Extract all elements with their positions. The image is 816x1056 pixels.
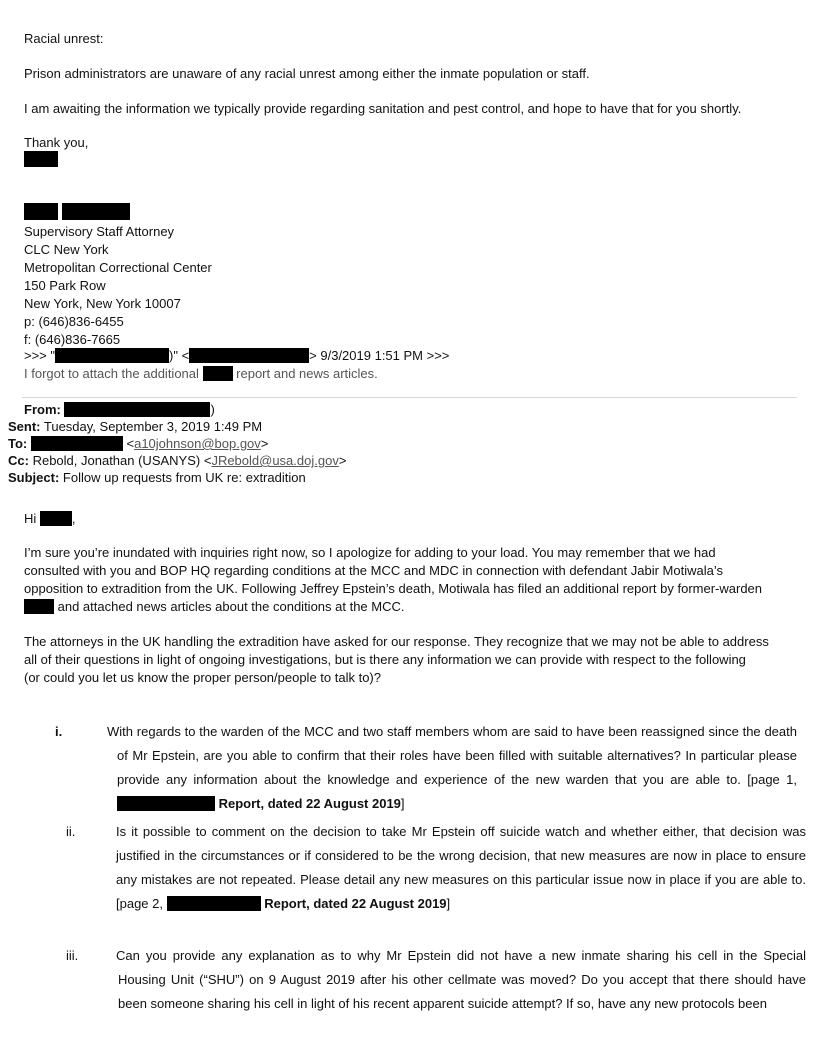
signature-title: Supervisory Staff Attorney (24, 224, 175, 239)
paragraph-1-line-3: opposition to extradition from the UK. Following Jeffrey Epstein’s death, Motiwala has filed an additional report by former-warden (24, 581, 763, 596)
paragraph-racial-unrest: Prison administrators are unaware of any racial unrest among either the inmate population or staff. (24, 66, 590, 81)
signature-street: 150 Park Row (24, 278, 106, 293)
list-item: ii. Is it possible to comment on the decision to take Mr Epstein off suicide watch and whether either, that decision was justified in the circumstances or if considered to be the wrong decision, that new measures are now in place to ensure any mistakes are not repeated. Please detail any new measures on this particular issue now in place if you are able to. [page 2, Report, dated 22 August 2019] (66, 824, 806, 911)
greeting: Hi , (24, 511, 76, 526)
redaction-warden (24, 599, 54, 614)
cc-email-link[interactable]: JRebold@usa.doj.gov (211, 453, 339, 468)
redaction-sender-name (55, 348, 169, 363)
signature-city: New York, New York 10007 (24, 296, 181, 311)
closing-thanks: Thank you, (24, 135, 89, 150)
redaction-report-name (167, 896, 261, 911)
signature-org: CLC New York (24, 242, 109, 257)
redaction-from (64, 402, 210, 417)
quoted-header: >>> " )" < > 9/3/2019 1:51 PM >>> (24, 348, 450, 363)
redaction-report-author (203, 366, 233, 381)
redaction-report-name (117, 796, 215, 811)
redaction-name-first (24, 203, 58, 220)
redaction-signer-first (24, 151, 58, 167)
paragraph-1-line-1: I’m sure you’re inundated with inquiries right now, so I apologize for adding to your load. You may remember that we had (24, 545, 716, 560)
paragraph-2-line-3: (or could you let us know the proper person/people to talk to)? (24, 670, 381, 685)
signature-facility: Metropolitan Correctional Center (24, 260, 212, 275)
cc-line: Cc: Rebold, Jonathan (USANYS) <JRebold@usa.doj.gov> (8, 453, 347, 468)
paragraph-1-line-2: consulted with you and BOP HQ regarding conditions at the MCC and MDC in connection with defendant Jabir Motiwala’s (24, 563, 724, 578)
redaction-name-last (62, 203, 130, 220)
to-email-link[interactable]: a10johnson@bop.gov (134, 436, 261, 451)
quoted-body: I forgot to attach the additional report and news articles. (24, 366, 378, 381)
redaction-to (31, 436, 123, 451)
sent-line: Sent: Tuesday, September 3, 2019 1:49 PM (8, 419, 263, 434)
paragraph-2-line-1: The attorneys in the UK handling the extradition have asked for our response. They recognize that we may not be able to address (24, 634, 769, 649)
divider (22, 397, 797, 398)
redaction-sender-email (189, 348, 309, 363)
paragraph-1-line-4: and attached news articles about the conditions at the MCC. (24, 598, 405, 615)
signature-phone: p: (646)836-6455 (24, 314, 124, 329)
subject-line: Subject: Follow up requests from UK re: extradition (8, 470, 306, 485)
signature-fax: f: (646)836-7665 (24, 332, 121, 347)
to-line: To: <a10johnson@bop.gov> (8, 436, 269, 451)
redaction-recipient (40, 511, 72, 526)
list-item: iii. Can you provide any explanation as to why Mr Epstein did not have a new inmate sharing his cell in the Special Housing Unit (“SHU”) on 9 August 2019 after his other cellmate was moved? Do you accept that there should have been someone sharing his cell in light of his recent apparent suicide attempt? If so, have any new protocols been (66, 948, 806, 1011)
from-line: From: ) (24, 402, 215, 417)
section-heading: Racial unrest: (24, 31, 104, 46)
paragraph-sanitation: I am awaiting the information we typically provide regarding sanitation and pest control, and hope to have that for you shortly. (24, 101, 742, 116)
list-item: i. With regards to the warden of the MCC and two staff members whom are said to have been reassigned since the death of Mr Epstein, are you able to confirm that their roles have been filled with suitable alternatives? In particular please provide any information about the knowledge and experience of the new warden that you are able to. [page 1, Report, dated 22 August 2019] (55, 724, 797, 811)
paragraph-2-line-2: all of their questions in light of ongoing investigations, but is there any information we can provide with respect to the following (24, 652, 746, 667)
